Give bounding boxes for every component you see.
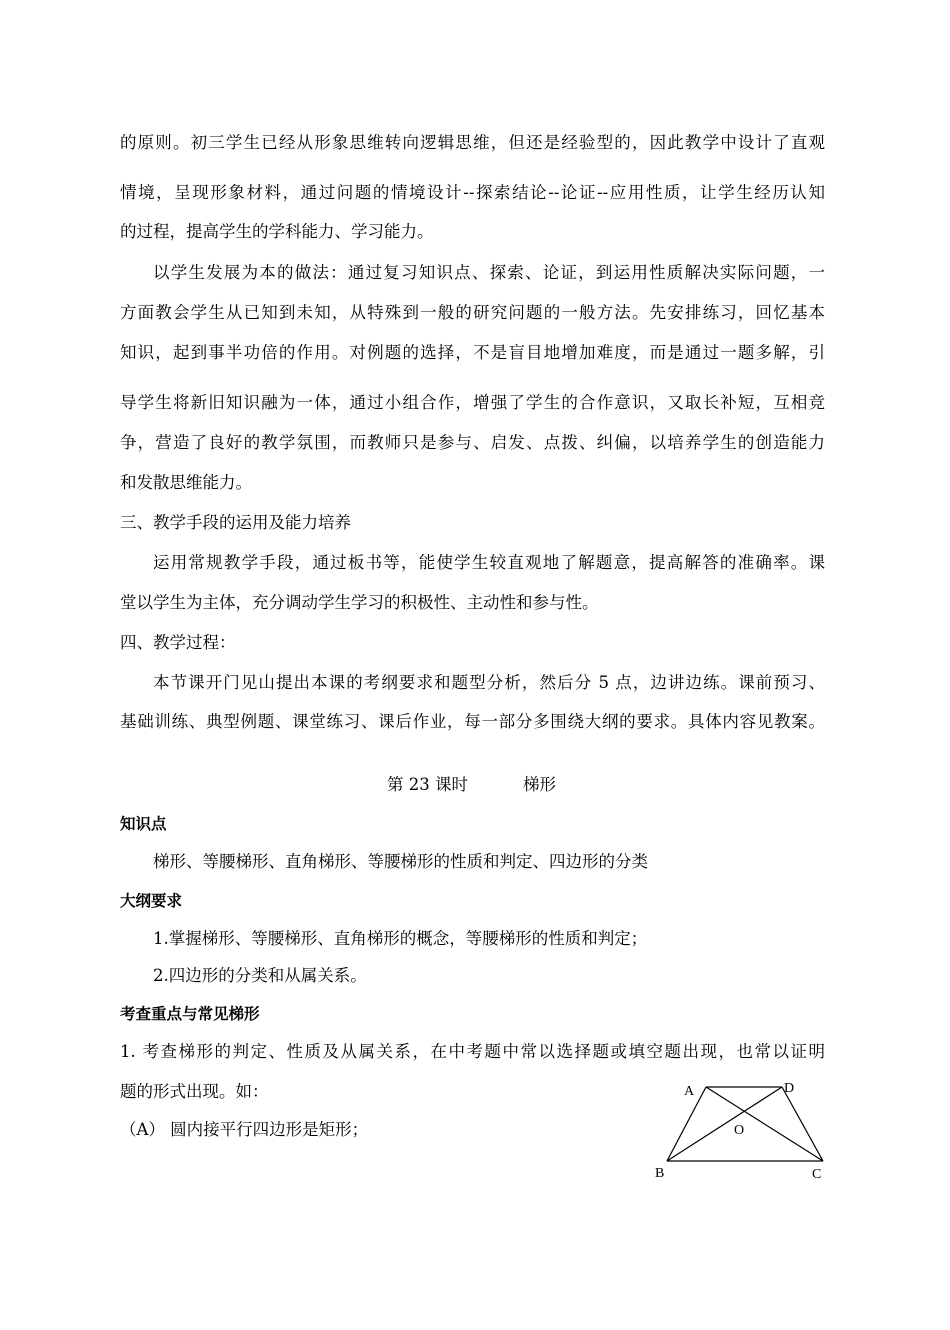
paragraph-4-line-2: 基础训练、典型例题、课堂练习、课后作业，每一部分多围绕大纲的要求。具体内容见教案。: [120, 712, 825, 731]
focus-heading: 考查重点与常见梯形: [120, 1005, 260, 1023]
label-d: D: [784, 1081, 795, 1096]
knowledge-text: 梯形、等腰梯形、直角梯形、等腰梯形的性质和判定、四边形的分类: [153, 852, 648, 871]
paragraph-3-line-2: 堂以学生为主体，充分调动学生学习的积极性、主动性和参与性。: [120, 593, 599, 612]
paragraph-3-line-1: 运用常规教学手段，通过板书等，能使学生较直观地了解题意，提高解答的准确率。课: [153, 553, 825, 572]
outline-item-1: 1.掌握梯形、等腰梯形、直角梯形的概念，等腰梯形的性质和判定；: [153, 929, 648, 948]
paragraph-2-line-5: 争，营造了良好的教学氛围，而教师只是参与、启发、点拨、纠偏，以培养学生的创造能力: [120, 433, 825, 452]
paragraph-2-line-3: 知识，起到事半功倍的作用。对例题的选择，不是盲目地增加难度，而是通过一题多解，引: [120, 343, 825, 362]
paragraph-1-line-1: 的原则。初三学生已经从形象思维转向逻辑思维，但还是经验型的，因此教学中设计了直观: [120, 133, 825, 152]
paragraph-1-line-2: 情境，呈现形象材料，通过问题的情境设计--探索结论--论证--应用性质，让学生经历认知: [120, 183, 825, 202]
section-4-title: 四、教学过程：: [120, 633, 236, 652]
label-a: A: [684, 1084, 695, 1099]
knowledge-heading: 知识点: [120, 815, 167, 833]
label-c: C: [812, 1167, 822, 1182]
paragraph-2-line-1: 以学生发展为本的做法：通过复习知识点、探索、论证，到运用性质解决实际问题，一: [153, 263, 825, 282]
paragraph-2-line-6: 和发散思维能力。: [120, 473, 252, 492]
label-o: O: [734, 1123, 745, 1138]
lesson-number: 第 23 课时: [387, 775, 468, 794]
trapezoid-figure: [640, 1070, 840, 1190]
paragraph-2-line-2: 方面教会学生从已知到未知，从特殊到一般的研究问题的一般方法。先安排练习，回忆基本: [120, 303, 825, 322]
paragraph-2-line-4: 导学生将新旧知识融为一体，通过小组合作，增强了学生的合作意识，又取长补短，互相竞: [120, 393, 825, 412]
focus-item-1-line-2: 题的形式出现。如：: [120, 1082, 269, 1101]
label-b: B: [655, 1166, 665, 1181]
paragraph-1-line-3: 的过程，提高学生的学科能力、学习能力。: [120, 222, 434, 241]
option-a: （A） 圆内接平行四边形是矩形；: [120, 1120, 369, 1139]
side-dc: [782, 1087, 823, 1161]
paragraph-4-line-1: 本节课开门见山提出本课的考纲要求和题型分析，然后分 5 点，边讲边练。课前预习、: [153, 673, 825, 692]
lesson-topic: 梯形: [523, 775, 556, 794]
outline-heading: 大纲要求: [120, 892, 183, 910]
outline-item-2: 2.四边形的分类和从属关系。: [153, 966, 367, 985]
section-3-title: 三、教学手段的运用及能力培养: [120, 513, 351, 532]
focus-item-1-line-1: 1. 考查梯形的判定、性质及从属关系，在中考题中常以选择题或填空题出现，也常以证明: [120, 1042, 825, 1061]
